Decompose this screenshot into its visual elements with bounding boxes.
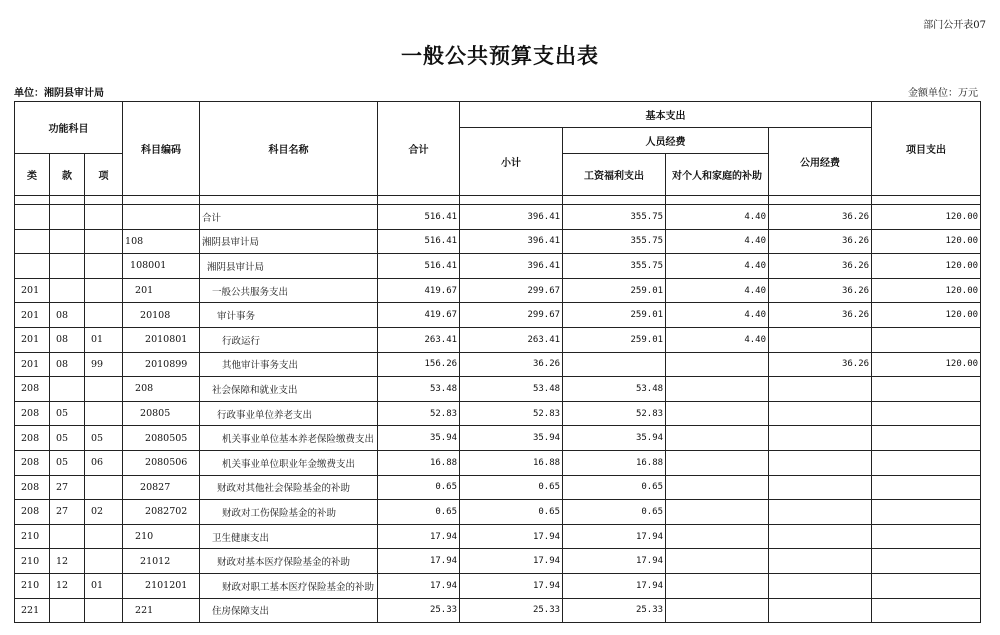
amount-unit-label: 金额单位：万元 <box>908 88 978 99</box>
cell-name: 住房保障支出 <box>200 598 378 623</box>
cell-project <box>872 426 981 451</box>
cell-lei: 201 <box>15 327 50 352</box>
cell-lei <box>15 229 50 254</box>
cell-project <box>872 377 981 402</box>
cell-project <box>872 598 981 623</box>
cell-total: 516.41 <box>378 254 460 279</box>
cell-xiang <box>85 377 123 402</box>
cell-xiang <box>85 254 123 279</box>
cell-name: 卫生健康支出 <box>200 524 378 549</box>
cell-subtotal: 17.94 <box>460 524 563 549</box>
cell-code <box>123 205 200 230</box>
cell-total: 419.67 <box>378 278 460 303</box>
cell-project <box>872 450 981 475</box>
cell-family <box>666 500 769 525</box>
cell-total: 17.94 <box>378 549 460 574</box>
cell-lei: 221 <box>15 598 50 623</box>
cell-project <box>872 549 981 574</box>
cell-family <box>666 401 769 426</box>
cell-xiang <box>85 278 123 303</box>
cell-public <box>769 377 872 402</box>
table-row <box>15 598 981 623</box>
page-title: 一般公共预算支出表 <box>401 44 599 68</box>
cell-salary: 0.65 <box>563 475 666 500</box>
cell-name: 行政事业单位养老支出 <box>200 401 378 426</box>
cell-salary: 17.94 <box>563 549 666 574</box>
header-xiang: 项 <box>85 154 123 196</box>
cell-lei: 201 <box>15 352 50 377</box>
cell-salary: 16.88 <box>563 450 666 475</box>
cell-name: 社会保障和就业支出 <box>200 377 378 402</box>
cell-total: 53.48 <box>378 377 460 402</box>
cell-family <box>666 598 769 623</box>
cell-xiang: 99 <box>85 352 123 377</box>
cell-kuan <box>50 229 85 254</box>
table-row <box>15 549 981 574</box>
cell-subtotal: 396.41 <box>460 205 563 230</box>
cell-subtotal: 299.67 <box>460 278 563 303</box>
header-lei: 类 <box>15 154 50 196</box>
header-function: 功能科目 <box>15 102 123 154</box>
cell-xiang: 01 <box>85 327 123 352</box>
cell-lei: 210 <box>15 549 50 574</box>
cell-name: 一般公共服务支出 <box>200 278 378 303</box>
cell-project: 120.00 <box>872 205 981 230</box>
cell-salary: 0.65 <box>563 500 666 525</box>
cell-xiang <box>85 205 123 230</box>
cell-salary: 35.94 <box>563 426 666 451</box>
table-row <box>15 475 981 500</box>
cell-project <box>872 327 981 352</box>
cell-project: 120.00 <box>872 352 981 377</box>
cell-subtotal: 16.88 <box>460 450 563 475</box>
cell-lei: 210 <box>15 524 50 549</box>
cell-name: 财政对职工基本医疗保险基金的补助 <box>200 573 378 598</box>
cell-xiang: 02 <box>85 500 123 525</box>
cell-code: 2010801 <box>123 327 200 352</box>
header-salary: 工资福利支出 <box>563 154 666 196</box>
cell-salary: 259.01 <box>563 278 666 303</box>
cell-lei: 201 <box>15 278 50 303</box>
cell-xiang <box>85 401 123 426</box>
cell-lei: 208 <box>15 401 50 426</box>
cell-lei <box>15 205 50 230</box>
cell-name: 审计事务 <box>200 303 378 328</box>
cell-xiang: 01 <box>85 573 123 598</box>
cell-subtotal: 53.48 <box>460 377 563 402</box>
cell-public: 36.26 <box>769 278 872 303</box>
cell-xiang <box>85 475 123 500</box>
cell-public <box>769 475 872 500</box>
cell-salary: 259.01 <box>563 303 666 328</box>
cell-name: 合计 <box>200 205 378 230</box>
cell-family: 4.40 <box>666 205 769 230</box>
cell-total: 17.94 <box>378 573 460 598</box>
cell-salary: 17.94 <box>563 524 666 549</box>
cell-code: 2101201 <box>123 573 200 598</box>
header-project: 项目支出 <box>872 102 981 196</box>
cell-project: 120.00 <box>872 303 981 328</box>
cell-subtotal: 52.83 <box>460 401 563 426</box>
cell-code: 20827 <box>123 475 200 500</box>
cell-family <box>666 573 769 598</box>
cell-public <box>769 327 872 352</box>
cell-salary: 25.33 <box>563 598 666 623</box>
cell-total: 25.33 <box>378 598 460 623</box>
table-row <box>15 573 981 598</box>
header-total: 合计 <box>378 102 460 196</box>
cell-family <box>666 475 769 500</box>
cell-lei: 208 <box>15 475 50 500</box>
cell-total: 516.41 <box>378 229 460 254</box>
cell-subtotal: 25.33 <box>460 598 563 623</box>
cell-family: 4.40 <box>666 254 769 279</box>
cell-family <box>666 426 769 451</box>
cell-subtotal: 17.94 <box>460 573 563 598</box>
cell-name: 其他审计事务支出 <box>200 352 378 377</box>
cell-kuan <box>50 598 85 623</box>
table-row <box>15 229 981 254</box>
cell-lei: 208 <box>15 500 50 525</box>
cell-family: 4.40 <box>666 278 769 303</box>
cell-xiang <box>85 549 123 574</box>
cell-kuan: 05 <box>50 401 85 426</box>
cell-code: 2080506 <box>123 450 200 475</box>
header-subtotal: 小计 <box>460 128 563 196</box>
cell-public: 36.26 <box>769 352 872 377</box>
cell-subtotal: 0.65 <box>460 475 563 500</box>
cell-project: 120.00 <box>872 278 981 303</box>
cell-name: 财政对工伤保险基金的补助 <box>200 500 378 525</box>
cell-kuan: 08 <box>50 303 85 328</box>
cell-kuan: 08 <box>50 352 85 377</box>
cell-xiang: 05 <box>85 426 123 451</box>
table-row <box>15 303 981 328</box>
cell-salary: 355.75 <box>563 254 666 279</box>
cell-total: 156.26 <box>378 352 460 377</box>
expenditure-table <box>14 101 981 623</box>
cell-kuan: 27 <box>50 475 85 500</box>
cell-code: 21012 <box>123 549 200 574</box>
cell-lei <box>15 254 50 279</box>
cell-kuan: 12 <box>50 573 85 598</box>
cell-project <box>872 500 981 525</box>
cell-total: 16.88 <box>378 450 460 475</box>
table-row <box>15 254 981 279</box>
cell-salary: 17.94 <box>563 573 666 598</box>
table-row <box>15 377 981 402</box>
cell-project <box>872 475 981 500</box>
table-row <box>15 327 981 352</box>
header-basic: 基本支出 <box>460 102 872 128</box>
cell-subtotal: 35.94 <box>460 426 563 451</box>
cell-lei: 208 <box>15 450 50 475</box>
cell-code: 2080505 <box>123 426 200 451</box>
cell-xiang <box>85 524 123 549</box>
cell-kuan <box>50 254 85 279</box>
cell-family <box>666 450 769 475</box>
table-row <box>15 426 981 451</box>
cell-xiang <box>85 598 123 623</box>
cell-salary: 259.01 <box>563 327 666 352</box>
cell-public: 36.26 <box>769 229 872 254</box>
cell-kuan: 05 <box>50 450 85 475</box>
cell-kuan: 05 <box>50 426 85 451</box>
cell-kuan: 27 <box>50 500 85 525</box>
cell-code: 108001 <box>123 254 200 279</box>
header-kuan: 款 <box>50 154 85 196</box>
table-row <box>15 500 981 525</box>
cell-total: 52.83 <box>378 401 460 426</box>
cell-code: 2082702 <box>123 500 200 525</box>
cell-project: 120.00 <box>872 254 981 279</box>
cell-family <box>666 377 769 402</box>
header-family: 对个人和家庭的补助 <box>666 154 769 196</box>
header-public: 公用经费 <box>769 128 872 196</box>
cell-xiang <box>85 229 123 254</box>
header-code: 科目编码 <box>123 102 200 196</box>
cell-public: 36.26 <box>769 254 872 279</box>
cell-name: 机关事业单位职业年金缴费支出 <box>200 450 378 475</box>
cell-total: 17.94 <box>378 524 460 549</box>
cell-project: 120.00 <box>872 229 981 254</box>
cell-salary: 355.75 <box>563 229 666 254</box>
cell-code: 108 <box>123 229 200 254</box>
cell-total: 35.94 <box>378 426 460 451</box>
cell-name: 湘阴县审计局 <box>200 229 378 254</box>
cell-name: 湘阴县审计局 <box>200 254 378 279</box>
cell-public <box>769 598 872 623</box>
cell-xiang: 06 <box>85 450 123 475</box>
cell-code: 210 <box>123 524 200 549</box>
cell-subtotal: 263.41 <box>460 327 563 352</box>
cell-subtotal: 0.65 <box>460 500 563 525</box>
cell-total: 516.41 <box>378 205 460 230</box>
cell-subtotal: 396.41 <box>460 254 563 279</box>
cell-code: 221 <box>123 598 200 623</box>
cell-total: 419.67 <box>378 303 460 328</box>
header-personnel: 人员经费 <box>563 128 769 154</box>
cell-public <box>769 426 872 451</box>
cell-name: 财政对其他社会保险基金的补助 <box>200 475 378 500</box>
cell-kuan <box>50 278 85 303</box>
cell-name: 财政对基本医疗保险基金的补助 <box>200 549 378 574</box>
cell-public <box>769 524 872 549</box>
cell-family: 4.40 <box>666 327 769 352</box>
cell-family <box>666 524 769 549</box>
cell-kuan: 12 <box>50 549 85 574</box>
table-row <box>15 401 981 426</box>
table-row <box>15 205 981 230</box>
cell-public <box>769 573 872 598</box>
cell-code: 20108 <box>123 303 200 328</box>
cell-total: 263.41 <box>378 327 460 352</box>
header-spacer-row <box>15 196 981 205</box>
cell-lei: 201 <box>15 303 50 328</box>
cell-subtotal: 396.41 <box>460 229 563 254</box>
cell-public: 36.26 <box>769 205 872 230</box>
cell-xiang <box>85 303 123 328</box>
table-row <box>15 278 981 303</box>
cell-lei: 208 <box>15 426 50 451</box>
cell-total: 0.65 <box>378 475 460 500</box>
cell-kuan <box>50 524 85 549</box>
cell-code: 208 <box>123 377 200 402</box>
cell-family <box>666 549 769 574</box>
cell-public: 36.26 <box>769 303 872 328</box>
cell-code: 20805 <box>123 401 200 426</box>
cell-kuan <box>50 377 85 402</box>
cell-subtotal: 17.94 <box>460 549 563 574</box>
cell-kuan <box>50 205 85 230</box>
cell-kuan: 08 <box>50 327 85 352</box>
cell-family: 4.40 <box>666 303 769 328</box>
cell-name: 行政运行 <box>200 327 378 352</box>
cell-salary: 52.83 <box>563 401 666 426</box>
cell-public <box>769 401 872 426</box>
cell-salary: 53.48 <box>563 377 666 402</box>
table-row <box>15 450 981 475</box>
cell-name: 机关事业单位基本养老保险缴费支出 <box>200 426 378 451</box>
cell-subtotal: 36.26 <box>460 352 563 377</box>
cell-project <box>872 573 981 598</box>
cell-lei: 208 <box>15 377 50 402</box>
cell-family <box>666 352 769 377</box>
unit-label: 单位：湘阴县审计局 <box>14 88 104 99</box>
cell-public <box>769 500 872 525</box>
table-row <box>15 352 981 377</box>
cell-lei: 210 <box>15 573 50 598</box>
cell-total: 0.65 <box>378 500 460 525</box>
cell-public <box>769 549 872 574</box>
cell-code: 2010899 <box>123 352 200 377</box>
header-name: 科目名称 <box>200 102 378 196</box>
cell-public <box>769 450 872 475</box>
table-row <box>15 524 981 549</box>
cell-subtotal: 299.67 <box>460 303 563 328</box>
cell-code: 201 <box>123 278 200 303</box>
cell-family: 4.40 <box>666 229 769 254</box>
cell-project <box>872 401 981 426</box>
table-number-label: 部门公开表07 <box>923 20 986 31</box>
cell-salary: 355.75 <box>563 205 666 230</box>
cell-project <box>872 524 981 549</box>
cell-salary <box>563 352 666 377</box>
